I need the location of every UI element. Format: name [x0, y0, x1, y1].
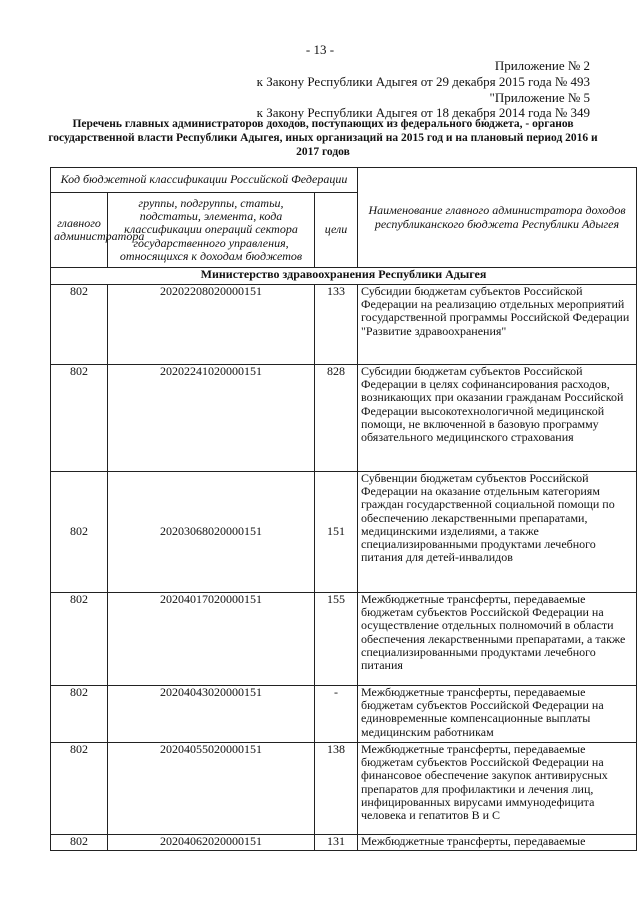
cell-goal: 133: [315, 285, 358, 365]
table-row: [51, 472, 637, 593]
header-goal: цели: [315, 193, 358, 268]
cell-name: Межбюджетные трансферты, передаваемые: [358, 835, 637, 851]
table-row: [51, 743, 637, 835]
cell-admin: 802: [51, 835, 108, 851]
table-row: [51, 285, 637, 365]
cell-code: 20204055020000151: [108, 743, 315, 835]
header-name: Наименование главного администратора доходов республиканского бюджета Республики Адыгея: [358, 168, 637, 268]
revenue-administrators-table: [50, 167, 637, 851]
document-title: Перечень главных администраторов доходов, поступающих из федерального бюджета, - органов государственной власти Республики Адыгея, иных организаций на 2015 год и на плановый период 2016 и 2017 годов: [48, 118, 598, 158]
appendix-line-3: "Приложение № 5: [489, 90, 590, 105]
header-group: группы, подгруппы, статьи, подстатьи, элемента, кода классификации операций сектора государственного управления, относящихся к доходам бюджетов: [108, 193, 315, 268]
cell-goal: 155: [315, 593, 358, 686]
cell-name: Межбюджетные трансферты, передаваемые бюджетам субъектов Российской Федерации на осуществление отдельных полномочий в области обеспечения лекарственными препаратами, а также специализированными продуктами лечебного питания: [358, 593, 637, 686]
header-admin: главного администратора: [51, 193, 108, 268]
cell-name: Межбюджетные трансферты, передаваемые бюджетам субъектов Российской Федерации на финансовое обеспечение закупок антивирусных препаратов для профилактики и лечения лиц, инфицированных вирусами иммунодефицита человека и гепатитов В и С: [358, 743, 637, 835]
cell-code: 20202208020000151: [108, 285, 315, 365]
cell-name: Субвенции бюджетам субъектов Российской Федерации на оказание отдельным категориям граждан государственной социальной помощи по обеспечению лекарственными препаратами, медицинскими изделиями, а также специализированными продуктами лечебного питания для детей-инвалидов: [358, 472, 637, 593]
cell-code: 20204043020000151: [108, 686, 315, 743]
cell-goal: 828: [315, 365, 358, 472]
cell-name: Субсидии бюджетам субъектов Российской Федерации на реализацию отдельных мероприятий государственной программы Российской Федерации "Развитие здравоохранения": [358, 285, 637, 365]
appendix-line-2: к Закону Республики Адыгея от 29 декабря 2015 года № 493: [256, 74, 590, 89]
cell-code: 20204062020000151: [108, 835, 315, 851]
cell-admin: 802: [51, 472, 108, 593]
ministry-heading: Министерство здравоохранения Республики Адыгея: [51, 268, 637, 285]
cell-goal: 151: [315, 472, 358, 593]
cell-admin: 802: [51, 285, 108, 365]
cell-code: 20203068020000151: [108, 472, 315, 593]
cell-goal: 131: [315, 835, 358, 851]
table-row: [51, 835, 637, 851]
cell-goal: -: [315, 686, 358, 743]
table-row: [51, 365, 637, 472]
header-budget-code: Код бюджетной классификации Российской Федерации: [51, 168, 358, 193]
cell-admin: 802: [51, 593, 108, 686]
cell-name: Субсидии бюджетам субъектов Российской Федерации в целях софинансирования расходов, возникающих при оказании гражданам Российской Федерации высокотехнологичной медицинской помощи, не включенной в базовую программу обязательного медицинского страхования: [358, 365, 637, 472]
table-row: [51, 593, 637, 686]
cell-admin: 802: [51, 686, 108, 743]
cell-admin: 802: [51, 743, 108, 835]
cell-goal: 138: [315, 743, 358, 835]
appendix-line-1: Приложение № 2: [494, 58, 590, 73]
table-row: [51, 686, 637, 743]
cell-code: 20204017020000151: [108, 593, 315, 686]
cell-admin: 802: [51, 365, 108, 472]
cell-name: Межбюджетные трансферты, передаваемые бюджетам субъектов Российской Федерации на единовременные компенсационные выплаты медицинским работникам: [358, 686, 637, 743]
cell-code: 20202241020000151: [108, 365, 315, 472]
page-number: - 13 -: [305, 42, 335, 57]
appendix-line-4: к Закону Республики Адыгея от 18 декабря 2014 года № 349: [256, 105, 590, 120]
